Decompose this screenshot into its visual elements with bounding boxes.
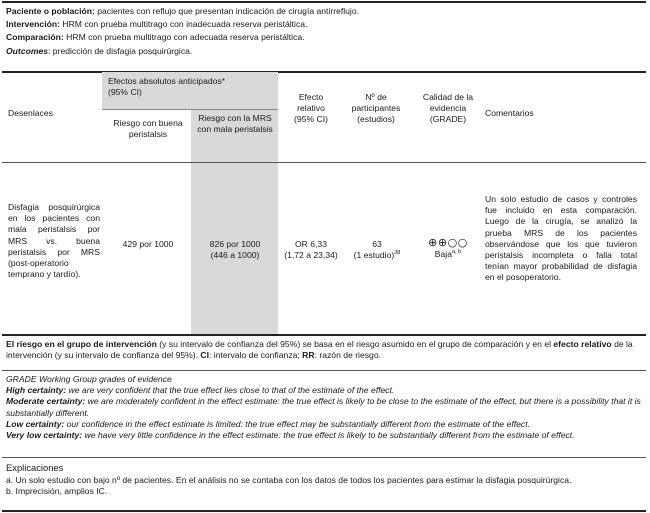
row-risk-good: 429 por 1000 [122, 239, 174, 249]
evidence-table [2, 72, 646, 334]
explanations-title: Explicaciones [6, 462, 64, 473]
subheader-rule [102, 109, 278, 110]
row-relative-effect: OR 6,33 (1,72 a 23,34) [284, 239, 338, 261]
explanations-top-rule [2, 457, 646, 458]
top-rule [2, 1, 646, 3]
risk-note: El riesgo en el grupo de intervención (y su intervalo de confianza del 95%) se basa en el riesgo asumido en el grupo de comparación y en el efecto relativo de la intervención (y su intervalo de confianza del 95%). CI: intervalo de confianza; RR: razón de riesgo. [6, 339, 633, 361]
column-shade-mrs [191, 109, 278, 334]
row-outcome: Disfagia posquirúrgica en los pacientes con mala peristalsis por MRS vs. buena peristalsis por MRS (post-operatorio temprano y tardío). [8, 202, 100, 280]
header-risk-mrs: Riesgo con la MRS con mala peristalsis [197, 113, 273, 135]
grade-moderate: Moderate certainty: we are moderately confident in the effect estimate: the true effect is likely to be close to the estimate of the effect, but there is a possibility that it is substantially different. [6, 396, 641, 418]
explanations-block [6, 462, 642, 497]
grade-verylow: Very low certainty: we have very little confidence in the effect estimate: the true effect is likely to be substantially different from the estimate of effect. [6, 430, 575, 441]
quality-rating-icon: ⊕⊕○○ [428, 236, 468, 249]
explanation-b: b. Imprecisión, amplios IC. [6, 486, 108, 497]
header-bottom-rule [2, 162, 646, 163]
grade-block [6, 374, 642, 441]
row-quality: ⊕⊕○○ Baja$^{a, b}$ [417, 236, 479, 260]
bottom-rule [2, 510, 646, 512]
grade-low: Low certainty: our confidence in the effect estimate is limited: the true effect may be substantially different from the estimate of the effect. [6, 418, 530, 429]
pico-patients: Paciente o población: pacientes con reflujo que presentan indicación de cirugía antirreflujo. [6, 6, 360, 16]
header-relative-effect: Efecto relativo (95% CI) [294, 92, 328, 125]
header-risk-good: Riesgo con buena peristalsis [113, 118, 183, 140]
grade-top-rule [2, 370, 646, 371]
table-bottom-rule [2, 334, 646, 336]
explanation-a: a. Un solo estudio con bajo nº de pacientes. En el análisis no se contaba con los datos de todos los pacientes para estimar la disfagia posquirúrgica. [6, 475, 572, 485]
row-participants: 63 (1 estudio)$^{38}$ [353, 239, 401, 261]
pico-comparison: Comparación: HRM con prueba multitrago con adecuada reserva peristáltica. [6, 32, 305, 43]
pico-block [6, 6, 642, 57]
header-absolute-effects: Efectos absolutos anticipados* (95% CI) [108, 76, 226, 98]
row-risk-mrs: 826 por 1000 (446 a 1000) [209, 239, 261, 261]
row-comment: Un solo estudio de casos y controles fue incluido en esta comparación. Luego de la cirugía, se analizó la prueba MRS de los pacientes observándose que los que tuvieron peristalsis incompleta o falla total tenían mayor probabilidad de disfagia en el posoperatorio. [485, 194, 637, 283]
header-comments: Comentarios [485, 108, 534, 118]
header-quality: Calidad de la evidencia (GRADE) [422, 92, 474, 125]
pico-intervention: Intervención: HRM con prueba multitrago con inadecuada reserva peristáltica. [6, 19, 308, 30]
pico-outcomes: Outcomes: predicción de disfagia posquirúrgica. [6, 45, 193, 56]
header-participants: Nº de participantes (estudios) [351, 92, 401, 125]
grade-title: GRADE Working Group grades of evidence [6, 374, 172, 384]
grade-high: High certainty: we are very confident that the true effect lies close to that of the estimate of the effect. [6, 385, 395, 396]
header-outcomes: Desenlaces [8, 108, 53, 118]
